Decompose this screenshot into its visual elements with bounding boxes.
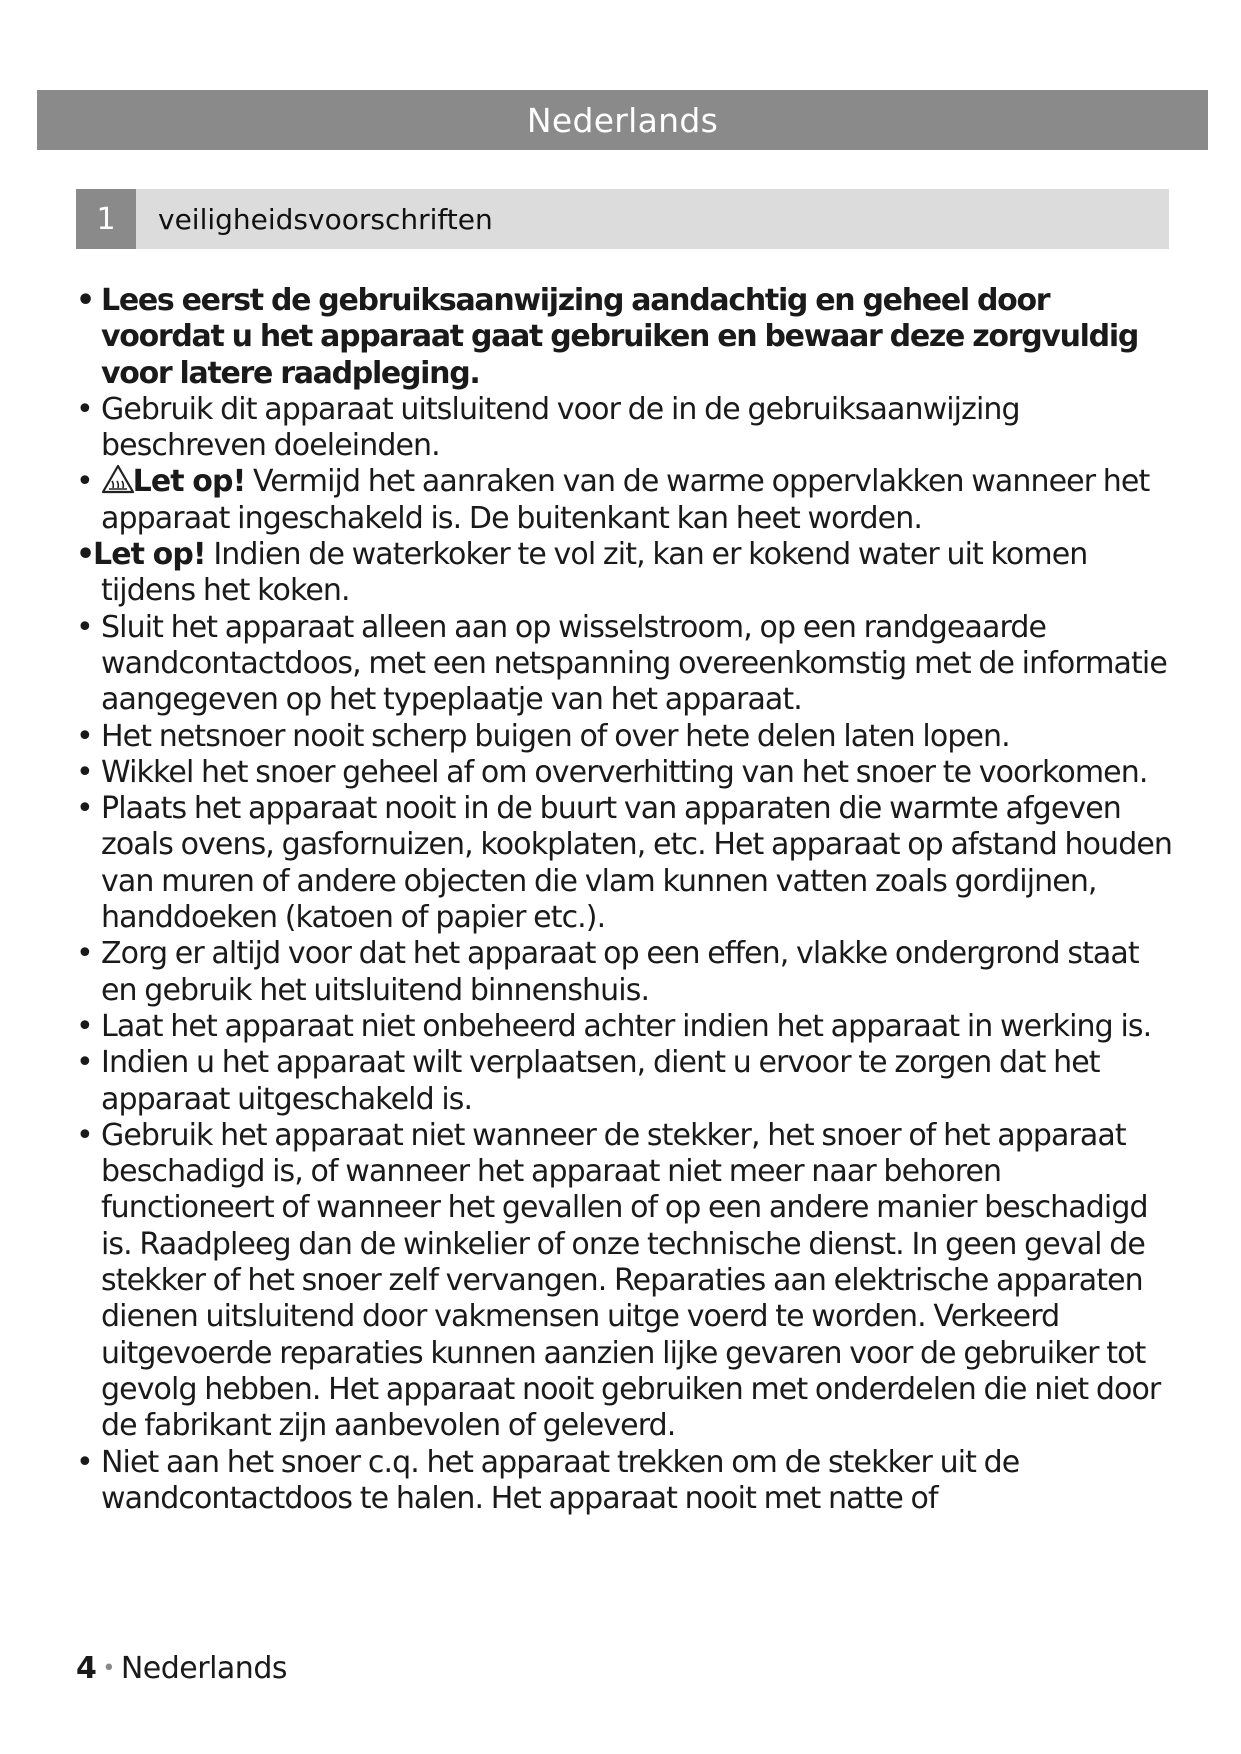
item-text: Het netsnoer nooit scherp buigen of over hete delen laten lopen. bbox=[101, 718, 1010, 754]
item-text: Sluit het apparaat alleen aan op wisselstroom, op een randgeaarde wandcontactdoos, met een netspanning overeenkomstig met de informatie aangegeven op het typeplaatje van het apparaat. bbox=[101, 609, 1167, 718]
item-text: Indien u het apparaat wilt verplaatsen, dient u ervoor te zorgen dat het apparaat uitgeschakeld is. bbox=[101, 1045, 1100, 1117]
bullet: • bbox=[76, 1045, 93, 1081]
warning-lead: Let op! bbox=[93, 537, 206, 573]
hot-surface-warning-icon bbox=[101, 464, 135, 494]
bullet: • bbox=[76, 537, 95, 573]
list-item bbox=[76, 1009, 1176, 1045]
bullet: • bbox=[76, 464, 93, 500]
bullet: • bbox=[76, 791, 93, 827]
bullet: • bbox=[76, 718, 93, 754]
item-text: Lees eerst de gebruiksaanwijzing aandachtig en geheel door voordat u het apparaat gaat gebruiken en bewaar deze zorgvuldig voor latere raadpleging. bbox=[101, 283, 1139, 391]
section-number: 1 bbox=[76, 189, 136, 249]
bullet: • bbox=[76, 1008, 93, 1044]
item-text: Plaats het apparaat nooit in de buurt van apparaten die warmte afgeven zoals ovens, gasfornuizen, kookplaten, etc. Het apparaat op afstand houden van muren of andere objecten die vlam kunnen vatten zoals gordijnen, handdoeken (katoen of papier etc.). bbox=[101, 791, 1173, 936]
list-item bbox=[76, 1445, 1176, 1518]
page-footer bbox=[76, 1651, 287, 1686]
item-text: Laat het apparaat niet onbeheerd achter indien het apparaat in werking is. bbox=[101, 1008, 1152, 1044]
bullet: • bbox=[76, 754, 93, 790]
list-item bbox=[76, 791, 1176, 936]
list-item bbox=[76, 464, 1176, 537]
warning-lead: Let op! bbox=[132, 464, 246, 500]
list-item bbox=[76, 1045, 1176, 1118]
bullet: • bbox=[76, 1444, 93, 1480]
list-item bbox=[76, 719, 1176, 755]
item-text: Gebruik het apparaat niet wanneer de stekker, het snoer of het apparaat beschadigd is, of wanneer het apparaat niet meer naar behoren functioneert of wanneer het gevallen of op een andere manier beschadigd is. Raadpleeg dan de winkelier of onze technische dienst. In geen geval de stekker of het snoer zelf vervangen. Reparaties aan elektrische apparaten dienen uitsluitend door vakmensen uitge voerd te worden. Verkeerd uitgevoerde reparaties kunnen aanzien lijke gevaren voor de gebruiker tot gevolg hebben. Het apparaat nooit gebruiken met onderdelen die niet door de fabrikant zijn aanbevolen of geleverd. bbox=[101, 1117, 1161, 1444]
bullet: • bbox=[76, 609, 93, 645]
item-text: Niet aan het snoer c.q. het apparaat trekken om de stekker uit de wandcontactdoos te halen. Het apparaat nooit met natte of bbox=[101, 1444, 1020, 1516]
item-text: Vermijd het aanraken van de warme oppervlakken wanneer het apparaat ingeschakeld is. De buitenkant kan heet worden. bbox=[101, 464, 1150, 536]
language-title: Nederlands bbox=[526, 100, 719, 140]
footer-separator: • bbox=[102, 1656, 115, 1681]
bullet: • bbox=[76, 391, 93, 427]
item-text: Gebruik dit apparaat uitsluitend voor de in de gebruiksaanwijzing beschreven doeleinden. bbox=[101, 391, 1020, 464]
language-banner bbox=[37, 90, 1208, 150]
list-item bbox=[76, 537, 1176, 610]
bullet: • bbox=[76, 283, 94, 318]
list-item bbox=[76, 392, 1176, 465]
footer-language: Nederlands bbox=[120, 1651, 287, 1686]
list-item bbox=[76, 1118, 1176, 1445]
item-text: Wikkel het snoer geheel af om oververhitting van het snoer te voorkomen. bbox=[101, 754, 1148, 790]
section-title: veiligheidsvoorschriften bbox=[158, 202, 493, 236]
section-header bbox=[76, 189, 1169, 249]
bullet: • bbox=[76, 936, 93, 972]
list-item bbox=[76, 283, 1176, 392]
safety-instructions-list bbox=[76, 283, 1176, 1517]
list-item bbox=[76, 936, 1176, 1009]
bullet: • bbox=[76, 1117, 93, 1153]
item-text: Indien de waterkoker te vol zit, kan er kokend water uit komen tijdens het koken. bbox=[101, 537, 1088, 609]
list-item bbox=[76, 755, 1176, 791]
page-number: 4 bbox=[76, 1651, 97, 1686]
item-text: Zorg er altijd voor dat het apparaat op een effen, vlakke ondergrond staat en gebruik het uitsluitend binnenshuis. bbox=[101, 936, 1139, 1008]
list-item bbox=[76, 610, 1176, 719]
